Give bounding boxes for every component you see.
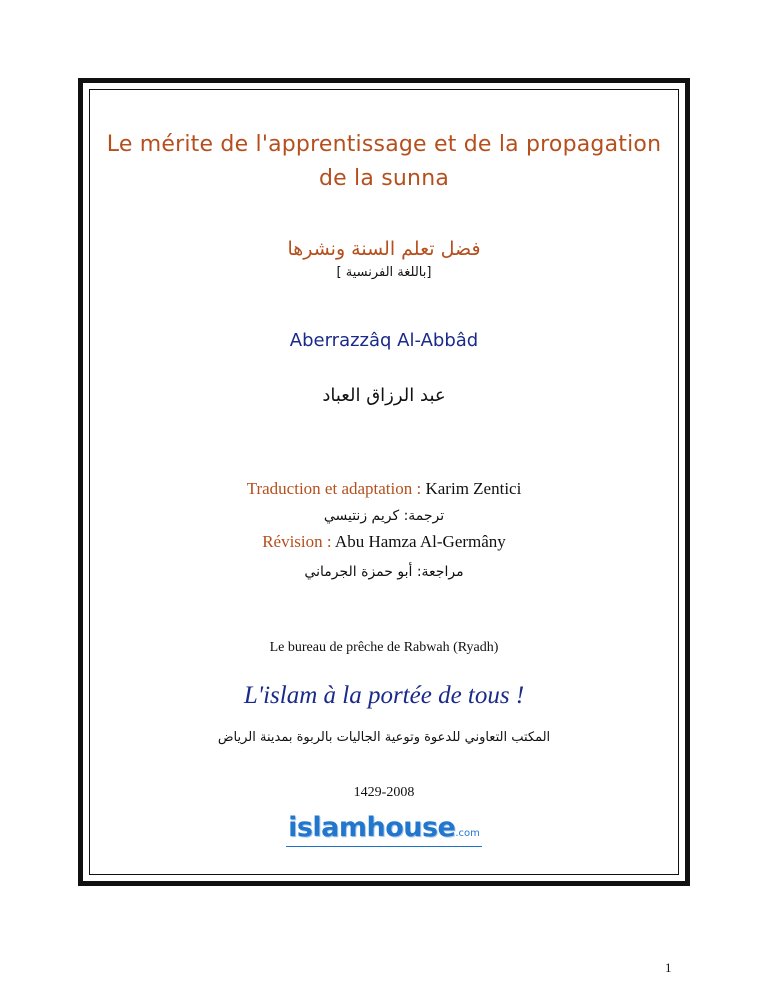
page-number: 1 <box>665 960 672 975</box>
logo-suffix: .com <box>455 828 480 839</box>
revision-label: Révision : <box>262 532 335 551</box>
revision-line <box>90 532 678 552</box>
translation-line <box>90 479 678 499</box>
translation-label: Traduction et adaptation : <box>246 479 426 498</box>
publication-year: 1429-2008 <box>353 785 415 800</box>
slogan: L'islam à la portée de tous ! <box>243 682 525 709</box>
logo-underline <box>286 812 482 847</box>
arabic-office-line: المكتب التعاوني للدعوة وتوعية الجاليات بالربوة بمدينة الرياض <box>217 730 551 745</box>
author-name: Aberrazzâq Al-Abbâd <box>289 330 479 351</box>
arabic-revision-line: مراجعة: أبو حمزة الجرماني <box>304 564 464 580</box>
logo-text: islamhouse <box>288 812 456 843</box>
arabic-title: فضل تعلم السنة ونشرها <box>287 238 481 260</box>
cover-inner-border <box>89 89 679 875</box>
arabic-translation-line: ترجمة: كريم زنتيسي <box>323 508 445 524</box>
arabic-author-name: عبد الرزاق العباد <box>322 385 446 406</box>
arabic-language-note: [باللغة الفرنسية ] <box>336 265 432 280</box>
translator-name: Karim Zentici <box>425 479 522 498</box>
reviser-name: Abu Hamza Al-Germâny <box>334 532 506 551</box>
book-title: Le mérite de l'apprentissage et de la propagation de la sunna <box>106 132 662 191</box>
cover-frame <box>78 78 690 886</box>
bureau-line: Le bureau de prêche de Rabwah (Ryadh) <box>269 640 499 655</box>
islamhouse-logo[interactable] <box>90 812 678 847</box>
